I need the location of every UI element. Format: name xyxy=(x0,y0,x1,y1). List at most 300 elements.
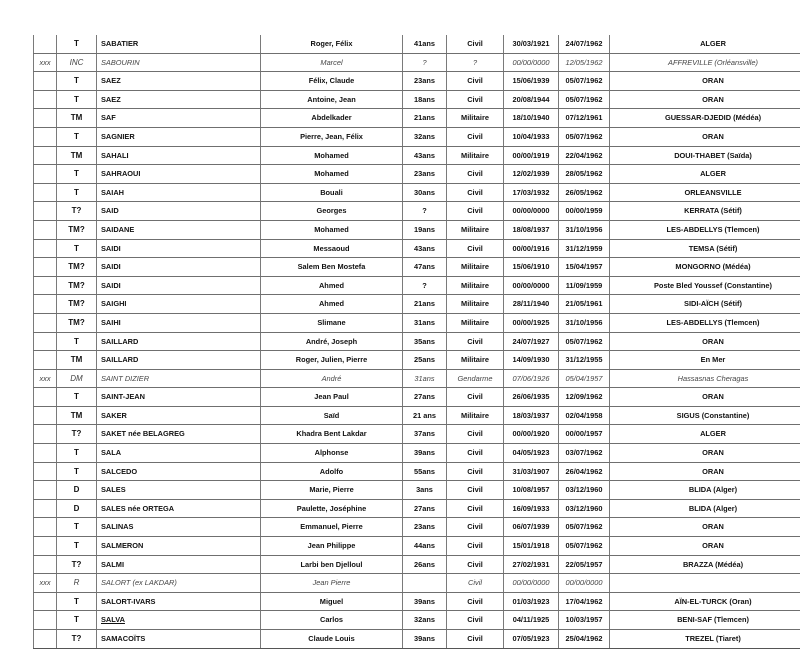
code-cell: T? xyxy=(57,425,97,444)
age-cell xyxy=(403,574,447,593)
status-cell: Militaire xyxy=(447,295,504,314)
place-cell: En Mer xyxy=(610,351,800,370)
status-cell: Civil xyxy=(447,127,504,146)
death-date-cell: 02/04/1958 xyxy=(559,406,610,425)
table-row xyxy=(34,518,800,537)
surname-cell: SAILLARD xyxy=(97,351,261,370)
flag-cell xyxy=(34,220,57,239)
table-row xyxy=(34,109,800,128)
first-name-cell: Félix, Claude xyxy=(261,72,403,91)
age-cell: 31ans xyxy=(403,369,447,388)
flag-cell xyxy=(34,481,57,500)
flag-cell xyxy=(34,202,57,221)
birth-date-cell: 14/09/1930 xyxy=(504,351,559,370)
surname-cell: SAHRAOUI xyxy=(97,165,261,184)
place-cell: Poste Bled Youssef (Constantine) xyxy=(610,276,800,295)
place-cell: ORAN xyxy=(610,332,800,351)
flag-cell xyxy=(34,35,57,53)
status-cell: Gendarme xyxy=(447,369,504,388)
code-cell: INC xyxy=(57,53,97,72)
age-cell: 25ans xyxy=(403,351,447,370)
death-date-cell: 22/04/1962 xyxy=(559,146,610,165)
first-name-cell: Mohamed xyxy=(261,165,403,184)
death-date-cell: 26/05/1962 xyxy=(559,183,610,202)
code-cell: DM xyxy=(57,369,97,388)
table-row xyxy=(34,53,800,72)
age-cell: 55ans xyxy=(403,462,447,481)
death-date-cell: 24/07/1962 xyxy=(559,35,610,53)
birth-date-cell: 31/03/1907 xyxy=(504,462,559,481)
death-date-cell: 31/10/1956 xyxy=(559,220,610,239)
status-cell: Civil xyxy=(447,574,504,593)
flag-cell xyxy=(34,127,57,146)
flag-cell xyxy=(34,183,57,202)
death-date-cell: 00/00/1957 xyxy=(559,425,610,444)
status-cell: Civil xyxy=(447,462,504,481)
status-cell: Militaire xyxy=(447,313,504,332)
code-cell: TM? xyxy=(57,313,97,332)
place-cell: ORAN xyxy=(610,537,800,556)
surname-cell: SALMI xyxy=(97,555,261,574)
age-cell: 39ans xyxy=(403,444,447,463)
code-cell: TM xyxy=(57,146,97,165)
surname-cell: SALMERON xyxy=(97,537,261,556)
age-cell: ? xyxy=(403,53,447,72)
age-cell: 26ans xyxy=(403,555,447,574)
first-name-cell: Messaoud xyxy=(261,239,403,258)
birth-date-cell: 00/00/0000 xyxy=(504,53,559,72)
death-date-cell: 28/05/1962 xyxy=(559,165,610,184)
birth-date-cell: 18/10/1940 xyxy=(504,109,559,128)
surname-cell: SAKER xyxy=(97,406,261,425)
code-cell: T xyxy=(57,444,97,463)
birth-date-cell: 12/02/1939 xyxy=(504,165,559,184)
flag-cell xyxy=(34,462,57,481)
death-date-cell: 05/07/1962 xyxy=(559,72,610,91)
table-row xyxy=(34,555,800,574)
age-cell: ? xyxy=(403,276,447,295)
code-cell: TM xyxy=(57,109,97,128)
death-date-cell: 05/04/1957 xyxy=(559,369,610,388)
status-cell: Civil xyxy=(447,35,504,53)
death-date-cell: 10/03/1957 xyxy=(559,611,610,630)
place-cell: ORAN xyxy=(610,518,800,537)
place-cell: ORAN xyxy=(610,127,800,146)
code-cell: TM? xyxy=(57,220,97,239)
death-date-cell: 00/00/1959 xyxy=(559,202,610,221)
birth-date-cell: 00/00/1916 xyxy=(504,239,559,258)
place-cell: Hassasnas Cheragas xyxy=(610,369,800,388)
age-cell: 21ans xyxy=(403,109,447,128)
code-cell: T xyxy=(57,239,97,258)
surname-cell: SALA xyxy=(97,444,261,463)
code-cell: TM? xyxy=(57,276,97,295)
age-cell: 35ans xyxy=(403,332,447,351)
status-cell: Civil xyxy=(447,72,504,91)
code-cell: T xyxy=(57,165,97,184)
age-cell: 27ans xyxy=(403,499,447,518)
table-row xyxy=(34,127,800,146)
place-cell: ORAN xyxy=(610,388,800,407)
surname-cell: SAIHI xyxy=(97,313,261,332)
first-name-cell: Jean Philippe xyxy=(261,537,403,556)
birth-date-cell: 10/08/1957 xyxy=(504,481,559,500)
status-cell: Militaire xyxy=(447,220,504,239)
first-name-cell: Jean Paul xyxy=(261,388,403,407)
first-name-cell: Larbi ben Djelloul xyxy=(261,555,403,574)
status-cell: Civil xyxy=(447,611,504,630)
table-row xyxy=(34,406,800,425)
code-cell: D xyxy=(57,499,97,518)
birth-date-cell: 04/05/1923 xyxy=(504,444,559,463)
first-name-cell: Claude Louis xyxy=(261,630,403,649)
surname-cell: SAIAH xyxy=(97,183,261,202)
code-cell: TM? xyxy=(57,258,97,277)
place-cell: KERRATA (Sétif) xyxy=(610,202,800,221)
first-name-cell: Paulette, Joséphine xyxy=(261,499,403,518)
place-cell: DOUI-THABET (Saïda) xyxy=(610,146,800,165)
place-cell: ORAN xyxy=(610,462,800,481)
death-date-cell: 05/07/1962 xyxy=(559,518,610,537)
flag-cell xyxy=(34,388,57,407)
age-cell: 37ans xyxy=(403,425,447,444)
status-cell: Civil xyxy=(447,444,504,463)
age-cell: 43ans xyxy=(403,146,447,165)
table-row xyxy=(34,444,800,463)
surname-cell: SAEZ xyxy=(97,72,261,91)
first-name-cell: Emmanuel, Pierre xyxy=(261,518,403,537)
surname-cell: SALVA xyxy=(97,611,261,630)
code-cell: T xyxy=(57,518,97,537)
surname-cell: SALORT-IVARS xyxy=(97,592,261,611)
age-cell: 47ans xyxy=(403,258,447,277)
table-row xyxy=(34,369,800,388)
place-cell: ALGER xyxy=(610,165,800,184)
death-date-cell: 31/10/1956 xyxy=(559,313,610,332)
surname-cell: SAKET née BELAGREG xyxy=(97,425,261,444)
place-cell: AFFREVILLE (Orléansville) xyxy=(610,53,800,72)
age-cell: 18ans xyxy=(403,90,447,109)
place-cell: ALGER xyxy=(610,35,800,53)
place-cell: ORLEANSVILLE xyxy=(610,183,800,202)
victims-table-body xyxy=(34,35,800,648)
status-cell: Militaire xyxy=(447,258,504,277)
age-cell: 23ans xyxy=(403,165,447,184)
code-cell: T xyxy=(57,127,97,146)
first-name-cell: Ahmed xyxy=(261,276,403,295)
flag-cell xyxy=(34,518,57,537)
age-cell: 32ans xyxy=(403,611,447,630)
flag-cell xyxy=(34,165,57,184)
status-cell: Civil xyxy=(447,90,504,109)
flag-cell xyxy=(34,406,57,425)
status-cell: Civil xyxy=(447,202,504,221)
code-cell: T xyxy=(57,611,97,630)
first-name-cell: Jean Pierre xyxy=(261,574,403,593)
first-name-cell: Adolfo xyxy=(261,462,403,481)
status-cell: Militaire xyxy=(447,109,504,128)
flag-cell xyxy=(34,72,57,91)
age-cell: 31ans xyxy=(403,313,447,332)
first-name-cell: Roger, Julien, Pierre xyxy=(261,351,403,370)
flag-cell xyxy=(34,444,57,463)
first-name-cell: Antoine, Jean xyxy=(261,90,403,109)
birth-date-cell: 30/03/1921 xyxy=(504,35,559,53)
status-cell: Civil xyxy=(447,555,504,574)
first-name-cell: Pierre, Jean, Félix xyxy=(261,127,403,146)
birth-date-cell: 00/00/1919 xyxy=(504,146,559,165)
death-date-cell: 03/12/1960 xyxy=(559,481,610,500)
flag-cell: xxx xyxy=(34,53,57,72)
status-cell: Militaire xyxy=(447,406,504,425)
status-cell: Civil xyxy=(447,537,504,556)
table-row xyxy=(34,537,800,556)
birth-date-cell: 17/03/1932 xyxy=(504,183,559,202)
age-cell: 43ans xyxy=(403,239,447,258)
death-date-cell: 05/07/1962 xyxy=(559,332,610,351)
birth-date-cell: 18/03/1937 xyxy=(504,406,559,425)
death-date-cell: 12/05/1962 xyxy=(559,53,610,72)
birth-date-cell: 26/06/1935 xyxy=(504,388,559,407)
code-cell: R xyxy=(57,574,97,593)
table-row xyxy=(34,574,800,593)
surname-cell: SAIDANE xyxy=(97,220,261,239)
death-date-cell: 22/05/1957 xyxy=(559,555,610,574)
code-cell: T? xyxy=(57,630,97,649)
flag-cell xyxy=(34,146,57,165)
table-row xyxy=(34,220,800,239)
code-cell: T xyxy=(57,537,97,556)
place-cell: ORAN xyxy=(610,90,800,109)
table-row xyxy=(34,332,800,351)
birth-date-cell: 28/11/1940 xyxy=(504,295,559,314)
status-cell: Militaire xyxy=(447,146,504,165)
birth-date-cell: 00/00/0000 xyxy=(504,276,559,295)
death-date-cell: 03/12/1960 xyxy=(559,499,610,518)
table-row xyxy=(34,90,800,109)
code-cell: T? xyxy=(57,202,97,221)
table-row xyxy=(34,202,800,221)
place-cell xyxy=(610,574,800,593)
surname-cell: SAIGHI xyxy=(97,295,261,314)
place-cell: LES-ABDELLYS (Tlemcen) xyxy=(610,220,800,239)
code-cell: T xyxy=(57,462,97,481)
first-name-cell: André xyxy=(261,369,403,388)
code-cell: T xyxy=(57,35,97,53)
flag-cell xyxy=(34,295,57,314)
flag-cell xyxy=(34,258,57,277)
surname-cell: SAHALI xyxy=(97,146,261,165)
death-date-cell: 05/07/1962 xyxy=(559,127,610,146)
table-row xyxy=(34,146,800,165)
age-cell: 44ans xyxy=(403,537,447,556)
birth-date-cell: 00/00/0000 xyxy=(504,202,559,221)
table-row xyxy=(34,35,800,53)
surname-cell: SAINT DIZIER xyxy=(97,369,261,388)
surname-cell: SAINT-JEAN xyxy=(97,388,261,407)
first-name-cell: Mohamed xyxy=(261,220,403,239)
place-cell: ALGER xyxy=(610,425,800,444)
status-cell: Civil xyxy=(447,518,504,537)
place-cell: SIDI-AÏCH (Sétif) xyxy=(610,295,800,314)
first-name-cell: Mohamed xyxy=(261,146,403,165)
death-date-cell: 03/07/1962 xyxy=(559,444,610,463)
age-cell: 39ans xyxy=(403,592,447,611)
table-row xyxy=(34,313,800,332)
flag-cell xyxy=(34,555,57,574)
death-date-cell: 31/12/1955 xyxy=(559,351,610,370)
surname-cell: SAID xyxy=(97,202,261,221)
status-cell: Civil xyxy=(447,630,504,649)
victims-table xyxy=(33,35,800,649)
code-cell: TM? xyxy=(57,295,97,314)
death-date-cell: 25/04/1962 xyxy=(559,630,610,649)
first-name-cell: Georges xyxy=(261,202,403,221)
birth-date-cell: 15/01/1918 xyxy=(504,537,559,556)
table-row xyxy=(34,165,800,184)
status-cell: Civil xyxy=(447,239,504,258)
age-cell: 23ans xyxy=(403,518,447,537)
place-cell: BENI-SAF (Tlemcen) xyxy=(610,611,800,630)
first-name-cell: Abdelkader xyxy=(261,109,403,128)
place-cell: ORAN xyxy=(610,72,800,91)
surname-cell: SAF xyxy=(97,109,261,128)
place-cell: SIGUS (Constantine) xyxy=(610,406,800,425)
place-cell: BRAZZA (Médéa) xyxy=(610,555,800,574)
surname-cell: SALES xyxy=(97,481,261,500)
status-cell: Militaire xyxy=(447,351,504,370)
death-date-cell: 00/00/0000 xyxy=(559,574,610,593)
first-name-cell: Carlos xyxy=(261,611,403,630)
flag-cell xyxy=(34,276,57,295)
birth-date-cell: 00/00/1925 xyxy=(504,313,559,332)
table-row xyxy=(34,630,800,649)
status-cell: Civil xyxy=(447,499,504,518)
table-row xyxy=(34,481,800,500)
age-cell: 41ans xyxy=(403,35,447,53)
death-date-cell: 11/09/1959 xyxy=(559,276,610,295)
status-cell: Civil xyxy=(447,592,504,611)
surname-cell: SAILLARD xyxy=(97,332,261,351)
surname-cell: SALES née ORTEGA xyxy=(97,499,261,518)
status-cell: Civil xyxy=(447,481,504,500)
code-cell: D xyxy=(57,481,97,500)
table-row xyxy=(34,351,800,370)
first-name-cell: Khadra Bent Lakdar xyxy=(261,425,403,444)
status-cell: Civil xyxy=(447,332,504,351)
surname-cell: SAEZ xyxy=(97,90,261,109)
code-cell: T xyxy=(57,90,97,109)
birth-date-cell: 00/00/1920 xyxy=(504,425,559,444)
code-cell: TM xyxy=(57,351,97,370)
surname-cell: SAIDI xyxy=(97,239,261,258)
table-row xyxy=(34,425,800,444)
code-cell: T xyxy=(57,388,97,407)
status-cell: Civil xyxy=(447,183,504,202)
flag-cell xyxy=(34,592,57,611)
birth-date-cell: 10/04/1933 xyxy=(504,127,559,146)
death-date-cell: 12/09/1962 xyxy=(559,388,610,407)
status-cell: Militaire xyxy=(447,276,504,295)
first-name-cell: Salem Ben Mostefa xyxy=(261,258,403,277)
status-cell: Civil xyxy=(447,388,504,407)
birth-date-cell: 15/06/1939 xyxy=(504,72,559,91)
birth-date-cell: 04/11/1925 xyxy=(504,611,559,630)
flag-cell: xxx xyxy=(34,574,57,593)
birth-date-cell: 06/07/1939 xyxy=(504,518,559,537)
age-cell: 21 ans xyxy=(403,406,447,425)
flag-cell xyxy=(34,630,57,649)
status-cell: Civil xyxy=(447,165,504,184)
flag-cell xyxy=(34,313,57,332)
place-cell: TREZEL (Tiaret) xyxy=(610,630,800,649)
surname-cell: SABATIER xyxy=(97,35,261,53)
birth-date-cell: 07/05/1923 xyxy=(504,630,559,649)
place-cell: LES-ABDELLYS (Tlemcen) xyxy=(610,313,800,332)
death-date-cell: 05/07/1962 xyxy=(559,90,610,109)
death-date-cell: 31/12/1959 xyxy=(559,239,610,258)
surname-cell: SAIDI xyxy=(97,276,261,295)
surname-cell: SALINAS xyxy=(97,518,261,537)
place-cell: GUESSAR-DJEDID (Médéa) xyxy=(610,109,800,128)
code-cell: T xyxy=(57,72,97,91)
death-date-cell: 07/12/1961 xyxy=(559,109,610,128)
table-row xyxy=(34,499,800,518)
status-cell: ? xyxy=(447,53,504,72)
code-cell: T xyxy=(57,592,97,611)
flag-cell xyxy=(34,499,57,518)
age-cell: 32ans xyxy=(403,127,447,146)
birth-date-cell: 24/07/1927 xyxy=(504,332,559,351)
table-row xyxy=(34,276,800,295)
status-cell: Civil xyxy=(447,425,504,444)
flag-cell xyxy=(34,109,57,128)
code-cell: T xyxy=(57,332,97,351)
first-name-cell: Marie, Pierre xyxy=(261,481,403,500)
code-cell: T xyxy=(57,183,97,202)
surname-cell: SALORT (ex LAKDAR) xyxy=(97,574,261,593)
birth-date-cell: 18/08/1937 xyxy=(504,220,559,239)
age-cell: 30ans xyxy=(403,183,447,202)
flag-cell xyxy=(34,239,57,258)
surname-cell: SAMACOÏTS xyxy=(97,630,261,649)
first-name-cell: Miguel xyxy=(261,592,403,611)
flag-cell xyxy=(34,351,57,370)
code-cell: T? xyxy=(57,555,97,574)
birth-date-cell: 00/00/0000 xyxy=(504,574,559,593)
surname-cell: SALCEDO xyxy=(97,462,261,481)
table-row xyxy=(34,462,800,481)
surname-cell: SAIDI xyxy=(97,258,261,277)
table-row xyxy=(34,592,800,611)
place-cell: ORAN xyxy=(610,444,800,463)
table-row xyxy=(34,239,800,258)
birth-date-cell: 15/06/1910 xyxy=(504,258,559,277)
place-cell: AÏN-EL-TURCK (Oran) xyxy=(610,592,800,611)
flag-cell xyxy=(34,332,57,351)
birth-date-cell: 07/06/1926 xyxy=(504,369,559,388)
death-date-cell: 17/04/1962 xyxy=(559,592,610,611)
table-row xyxy=(34,258,800,277)
first-name-cell: Saïd xyxy=(261,406,403,425)
place-cell: BLIDA (Alger) xyxy=(610,499,800,518)
surname-cell: SAGNIER xyxy=(97,127,261,146)
age-cell: 23ans xyxy=(403,72,447,91)
surname-cell: SABOURIN xyxy=(97,53,261,72)
death-date-cell: 21/05/1961 xyxy=(559,295,610,314)
table-row xyxy=(34,388,800,407)
first-name-cell: Alphonse xyxy=(261,444,403,463)
